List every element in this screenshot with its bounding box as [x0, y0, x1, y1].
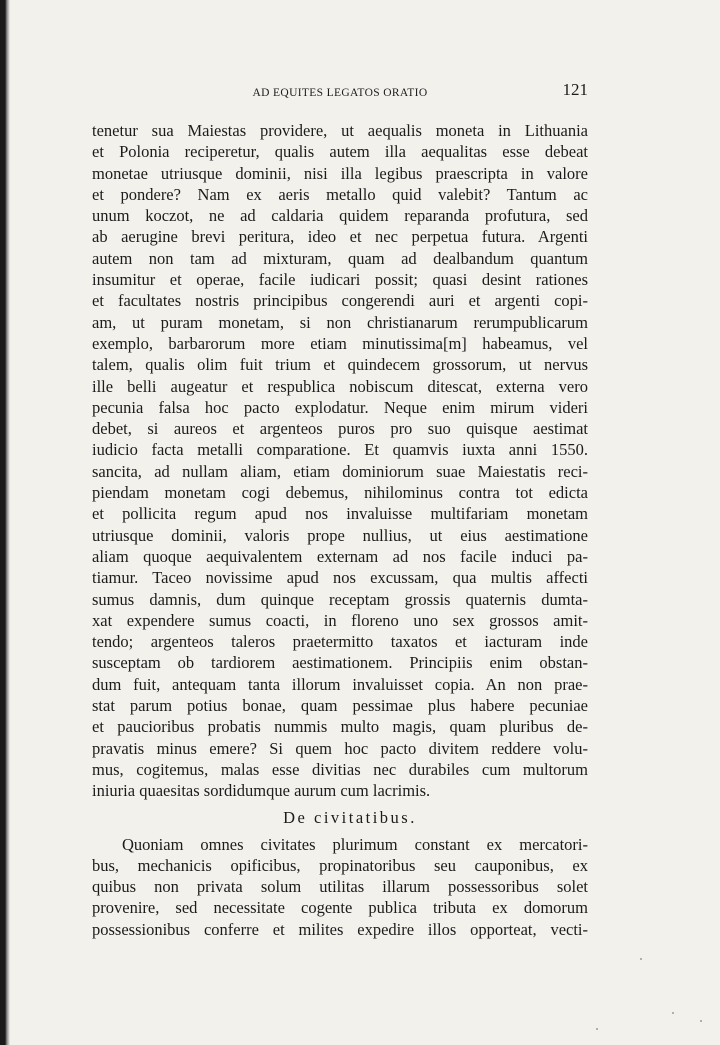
text-line: et paucioribus probatis nummis multo magis, quam pluribus de- — [92, 717, 588, 737]
text-line: tendo; argenteos taleros praetermitto taxatos et iacturam inde — [92, 632, 588, 652]
text-line: pecunia falsa hoc pacto explodatur. Neque enim mirum videri — [92, 397, 588, 417]
text-line: exemplo, barbarorum more etiam minutissima[m] habeamus, vel — [92, 333, 588, 353]
scan-speck — [640, 958, 642, 960]
paragraph-cities — [92, 834, 588, 940]
text-line: talem, qualis olim fuit trium et quindecem grossorum, ut nervus — [92, 355, 588, 375]
text-line: ille belli augeatur et respublica nobiscum ditescat, externa vero — [92, 376, 588, 396]
text-line: xat expendere sumus coacti, in floreno uno sex grossos amit- — [92, 610, 588, 630]
text-line: tiamur. Taceo novissime apud nos excussam, qua multis affecti — [92, 568, 588, 588]
text-line: piendam monetam cogi debemus, nihilominus contra tot edicta — [92, 483, 588, 503]
text-line: provenire, sed necessitate cogente publica tributa ex domorum — [92, 898, 588, 918]
text-line: tenetur sua Maiestas providere, ut aequalis moneta in Lithuania — [92, 121, 588, 140]
text-line: iudicio facta metalli comparatione. Et quamvis iuxta anni 1550. — [92, 440, 588, 460]
scan-speck — [700, 1020, 702, 1022]
text-line: susceptam ob tardiorem aestimationem. Principiis enim obstan- — [92, 653, 588, 673]
running-head — [92, 80, 588, 110]
page-binding-edge — [0, 0, 10, 1045]
text-line: quibus non privata solum utilitas illarum possessoribus solet — [92, 877, 588, 897]
text-line: et pollicita regum apud nos invaluisse multifariam monetam — [92, 504, 588, 524]
text-line: autem non tam ad mixturam, quam ad dealbandum quantum — [92, 248, 588, 268]
text-line: et pondere? Nam ex aeris metallo quid valebit? Tantum ac — [92, 184, 588, 204]
text-line: iniuria quaesitas sordidumque aurum cum lacrimis. — [92, 781, 431, 801]
text-line: debet, si aureos et argenteos puros pro suo quisque aestimat — [92, 419, 588, 439]
text-line: et Polonia reciperetur, qualis autem illa aequalitas esse debeat — [92, 142, 588, 162]
text-line: Quoniam omnes civitates plurimum constant ex mercatori- — [122, 834, 588, 854]
page-number: 121 — [562, 80, 588, 99]
body-text — [92, 120, 588, 940]
text-line: pravatis minus emere? Si quem hoc pacto divitem reddere volu- — [92, 738, 588, 758]
running-title: AD EQUITES LEGATOS ORATIO — [252, 87, 428, 99]
text-line: am, ut puram monetam, si non christianarum rerumpublicarum — [92, 312, 588, 332]
text-line: possessionibus conferre et milites expedire illos opporteat, vecti- — [92, 919, 588, 939]
text-line: insumitur et operae, facile iudicari possit; quasi desint rationes — [92, 270, 588, 290]
scan-speck — [596, 1028, 598, 1030]
scan-speck — [672, 1012, 674, 1014]
section-heading: De civitatibus. — [283, 807, 417, 827]
text-line: ab aerugine brevi peritura, ideo et nec perpetua futura. Argenti — [92, 227, 588, 247]
text-line: et facultates nostris principibus congerendi auri et argenti copi- — [92, 291, 588, 311]
text-line: bus, mechanicis opificibus, propinatoribus seu cauponibus, ex — [92, 855, 588, 875]
text-line: monetae utriusque dominii, nisi illa legibus praescripta in valore — [92, 163, 588, 183]
paragraph-currency — [92, 120, 588, 802]
text-line: stat parum potius bonae, quam pessimae plus habere pecuniae — [92, 696, 588, 716]
text-line: unum koczot, ne ad caldaria quidem reparanda profutura, sed — [92, 206, 588, 226]
text-line: dum fuit, antequam tanta illorum invaluisset copia. An non prae- — [92, 674, 588, 694]
text-line: utriusque dominii, valoris prope nullius, ut eius aestimatione — [92, 525, 588, 545]
text-line: mus, cogitemus, malas esse divitias nec durabiles cum multorum — [92, 759, 588, 779]
text-line: aliam quoque aequivalentem externam ad nos facile induci pa- — [92, 546, 588, 566]
text-line: sumus damnis, dum quinque receptam grossis quaternis dumta- — [92, 589, 588, 609]
text-line: sancita, ad nullam aliam, etiam dominiorum suae Maiestatis reci- — [92, 461, 588, 481]
